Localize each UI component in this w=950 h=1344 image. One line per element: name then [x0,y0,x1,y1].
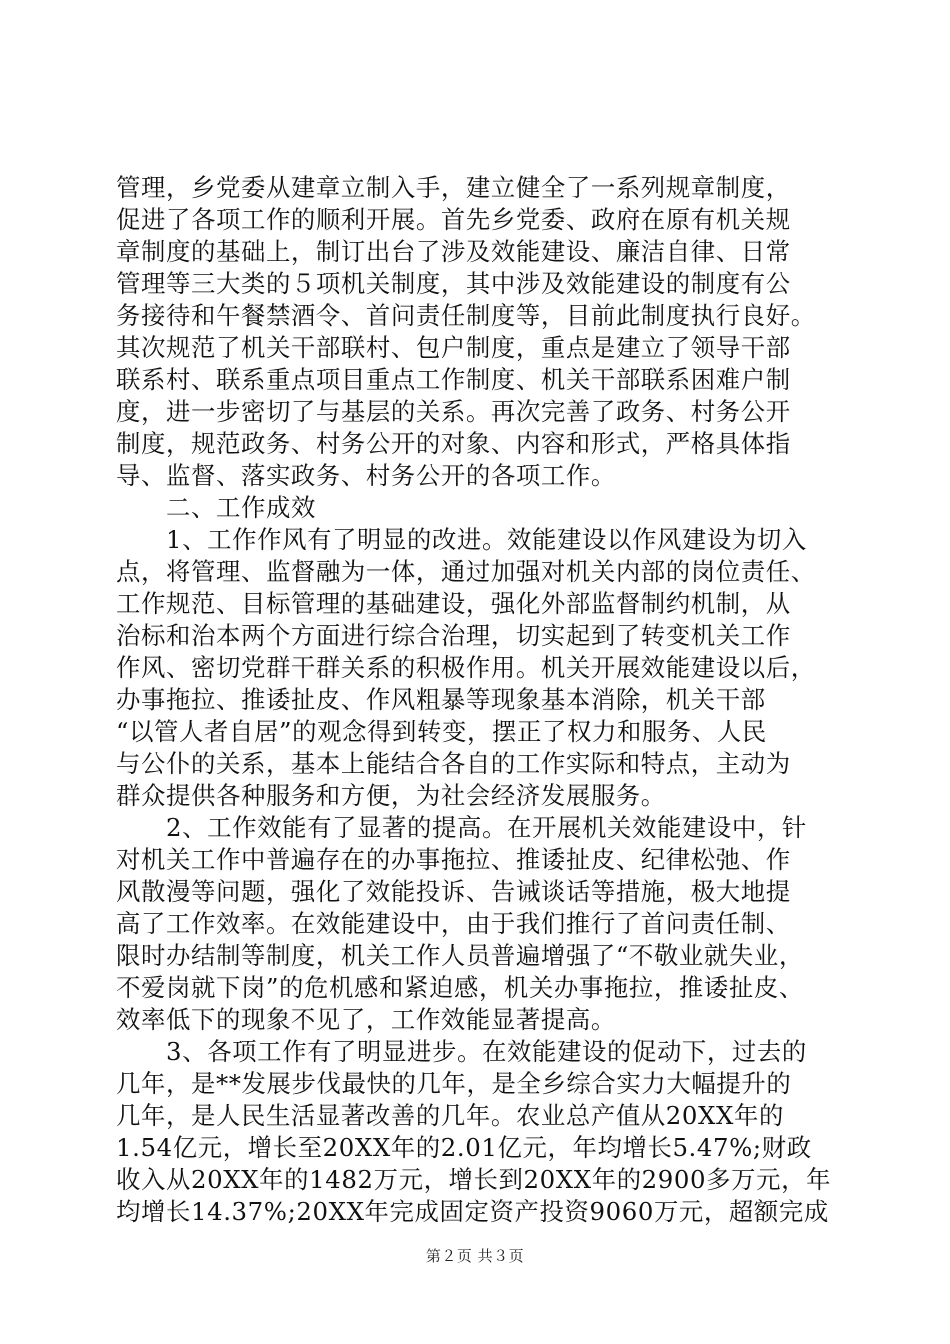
body-line: 办事拖拉、推诿扯皮、作风粗暴等现象基本消除，机关干部 [116,685,766,714]
body-line: 对机关工作中普遍存在的办事拖拉、推诿扯皮、纪律松弛、作 [116,845,791,874]
paragraph-first-line: 1、工作作风有了明显的改进。效能建设以作风建设为切入 [166,525,807,554]
body-line: 与公仆的关系，基本上能结合各自的工作实际和特点，主动为 [116,749,791,778]
body-line: 管理等三大类的５项机关制度，其中涉及效能建设的制度有公 [116,269,791,298]
body-line: “以管人者自居”的观念得到转变，摆正了权力和服务、人民 [116,717,767,746]
body-line: 制度，规范政务、村务公开的对象、内容和形式，严格具体指 [116,429,791,458]
body-line: 联系村、联系重点项目重点工作制度、机关干部联系困难户制 [116,365,791,394]
document-body [116,172,846,1228]
body-line: 点，将管理、监督融为一体，通过加强对机关内部的岗位责任、 [116,557,816,586]
body-line: 务接待和午餐禁酒令、首问责任制度等，目前此制度执行良好。 [116,301,816,330]
paragraph-first-line: 2、工作效能有了显著的提高。在开展机关效能建设中，针 [166,813,807,842]
body-line: 作风、密切党群干群关系的积极作用。机关开展效能建设以后， [116,653,816,682]
body-line: 其次规范了机关干部联村、包户制度，重点是建立了领导干部 [116,333,791,362]
body-line: 高了工作效率。在效能建设中，由于我们推行了首问责任制、 [116,909,791,938]
body-line: 收入从20XX年的1482万元，增长到20XX年的2900多万元，年 [116,1165,832,1194]
body-line: 不爱岗就下岗”的危机感和紧迫感，机关办事拖拉，推诿扯皮、 [116,973,804,1002]
body-line: 几年，是**发展步伐最快的几年，是全乡综合实力大幅提升的 [116,1069,792,1098]
paragraph-first-line: 3、各项工作有了明显进步。在效能建设的促动下，过去的 [166,1037,807,1066]
body-line: 管理，乡党委从建章立制入手，建立健全了一系列规章制度， [116,173,791,202]
body-line: 限时办结制等制度，机关工作人员普遍增强了“不敬业就失业， [116,941,804,970]
body-line: 均增长14.37%;20XX年完成固定资产投资9060万元，超额完成 [116,1197,829,1226]
body-line: 群众提供各种服务和方便，为社会经济发展服务。 [116,781,666,810]
body-line: 工作规范、目标管理的基础建设，强化外部监督制约机制，从 [116,589,791,618]
body-line: 度，进一步密切了与基层的关系。再次完善了政务、村务公开 [116,397,791,426]
body-line: 效率低下的现象不见了，工作效能显著提高。 [116,1005,616,1034]
body-line: 1.54亿元，增长至20XX年的2.01亿元，年均增长5.47%;财政 [116,1133,812,1162]
body-line: 章制度的基础上，制订出台了涉及效能建设、廉洁自律、日常 [116,237,791,266]
body-line: 导、监督、落实政务、村务公开的各项工作。 [116,461,616,490]
body-line: 风散漫等问题，强化了效能投诉、告诫谈话等措施，极大地提 [116,877,791,906]
page-number-footer: 第２页 共３页 [425,1247,525,1265]
body-line: 几年，是人民生活显著改善的几年。农业总产值从20XX年的 [116,1101,784,1130]
body-line: 促进了各项工作的顺利开展。首先乡党委、政府在原有机关规 [116,205,791,234]
section-heading: 二、工作成效 [166,493,316,522]
body-line: 治标和治本两个方面进行综合治理，切实起到了转变机关工作 [116,621,791,650]
